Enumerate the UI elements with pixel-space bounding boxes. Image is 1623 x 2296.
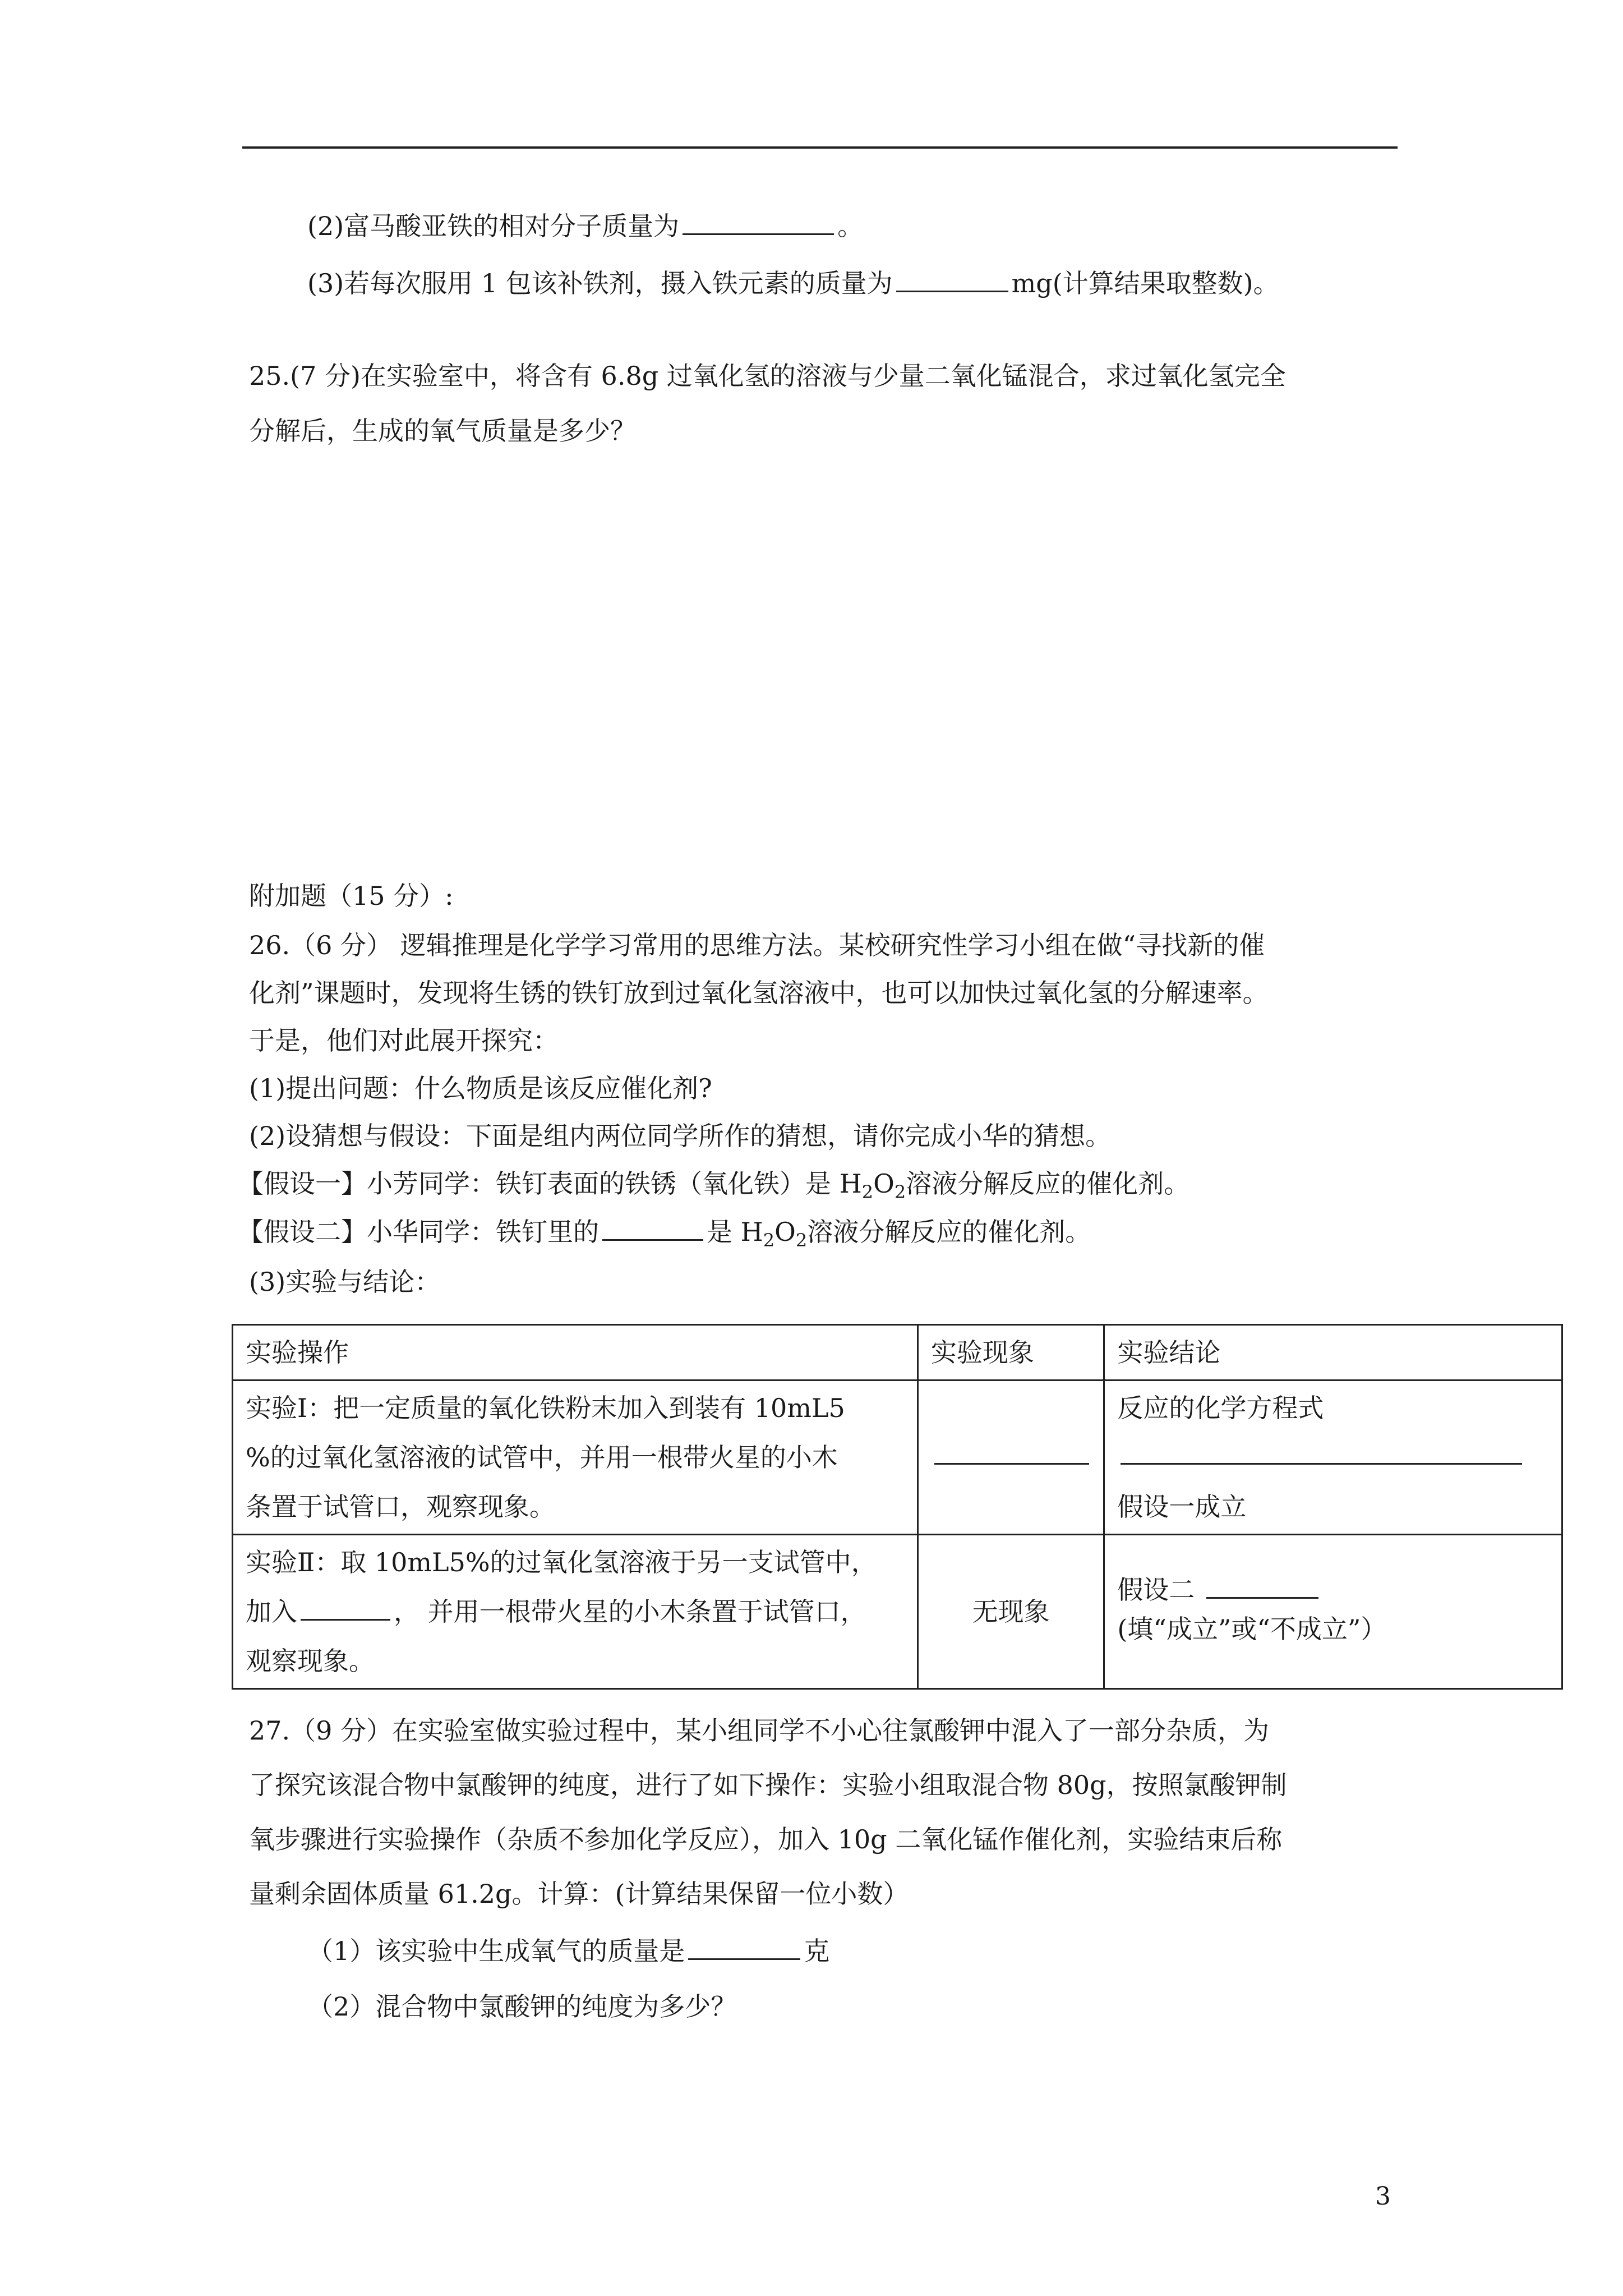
experiment-table bbox=[232, 1324, 1563, 1690]
answer-blank[interactable] bbox=[1121, 1438, 1522, 1465]
q27-part2: （2）混合物中氯酸钾的纯度为多少？ bbox=[307, 1991, 737, 2022]
q26-line2: 化剂”课题时，发现将生锈的铁钉放到过氧化氢溶液中，也可以加快过氧化氢的分解速率。 bbox=[249, 978, 1269, 1008]
q27-line2: 了探究该混合物中氯酸钾的纯度，进行了如下操作：实验小组取混合物 80g，按照氯酸钾制 bbox=[249, 1770, 1287, 1800]
q27-line4: 量剩余固体质量 61.2g。计算：(计算结果保留一位小数） bbox=[249, 1879, 909, 1909]
q24-part2: (2)富马酸亚铁的相对分子质量为 。 bbox=[307, 209, 863, 243]
header-rule bbox=[242, 146, 1398, 149]
row2-operation: 实验Ⅱ：取 10mL5%的过氧化氢溶液于另一支试管中， 加入 ， 并用一根带火星的小木条置于试管口， 观察现象。 bbox=[233, 1535, 918, 1689]
answer-blank[interactable] bbox=[683, 209, 834, 235]
answer-blank[interactable] bbox=[688, 1934, 800, 1960]
q26-line1: 26.（6 分） 逻辑推理是化学学习常用的思维方法。某校研究性学习小组在做“寻找新的催 bbox=[249, 930, 1265, 960]
q27-line1: 27.（9 分）在实验室做实验过程中，某小组同学不小心往氯酸钾中混入了一部分杂质，为 bbox=[249, 1715, 1270, 1746]
header-operation: 实验操作 bbox=[233, 1325, 918, 1381]
header-conclusion: 实验结论 bbox=[1104, 1325, 1562, 1381]
q27-line3: 氧步骤进行实验操作（杂质不参加化学反应），加入 10g 二氧化锰作催化剂，实验结束后称 bbox=[249, 1824, 1283, 1855]
page-number: 3 bbox=[1375, 2182, 1391, 2211]
answer-blank[interactable] bbox=[301, 1594, 390, 1621]
table-row bbox=[233, 1381, 1562, 1535]
bonus-title: 附加题（15 分）: bbox=[249, 881, 454, 911]
q25-line2: 分解后，生成的氧气质量是多少？ bbox=[249, 416, 636, 446]
table-row bbox=[233, 1535, 1562, 1689]
header-phenomenon: 实验现象 bbox=[917, 1325, 1104, 1381]
row2-phenomenon: 无现象 bbox=[917, 1535, 1104, 1689]
table-header-row bbox=[233, 1325, 1562, 1381]
answer-blank[interactable] bbox=[602, 1214, 703, 1241]
row1-conclusion: 反应的化学方程式 假设一成立 bbox=[1104, 1381, 1562, 1535]
q26-part3: (3)实验与结论： bbox=[249, 1267, 441, 1297]
row1-operation: 实验Ⅰ：把一定质量的氧化铁粉末加入到装有 10mL5 %的过氧化氢溶液的试管中，并用一根带火星的小木 条置于试管口，观察现象。 bbox=[233, 1381, 918, 1535]
q27-part1: （1）该实验中生成氧气的质量是 克 bbox=[307, 1934, 829, 1968]
answer-blank[interactable] bbox=[934, 1438, 1089, 1465]
row2-conclusion: 假设二 (填“成立”或“不成立”） bbox=[1104, 1535, 1562, 1689]
q25-line1: 25.(7 分)在实验室中，将含有 6.8g 过氧化氢的溶液与少量二氧化锰混合，求过氧化氢完全 bbox=[249, 361, 1286, 391]
q26-part1: (1)提出问题：什么物质是该反应催化剂? bbox=[249, 1073, 712, 1103]
answer-blank[interactable] bbox=[896, 266, 1008, 292]
q26-line3: 于是，他们对此展开探究： bbox=[249, 1025, 559, 1056]
q26-hypothesis1: 【假设一】小芳同学：铁钉表面的铁锈（氧化铁）是 $H_2O_2$溶液分解反应的催化剂。 bbox=[238, 1168, 1190, 1203]
answer-blank[interactable] bbox=[1206, 1572, 1318, 1599]
q26-part2: (2)设猜想与假设：下面是组内两位同学所作的猜想，请你完成小华的猜想。 bbox=[249, 1121, 1112, 1151]
q26-hypothesis2: 【假设二】小华同学：铁钉里的 是 $H_2O_2$溶液分解反应的催化剂。 bbox=[238, 1214, 1091, 1249]
row1-phenomenon bbox=[917, 1381, 1104, 1535]
q24-part3: (3)若每次服用 1 包该补铁剂，摄入铁元素的质量为 mg(计算结果取整数)。 bbox=[307, 266, 1279, 300]
